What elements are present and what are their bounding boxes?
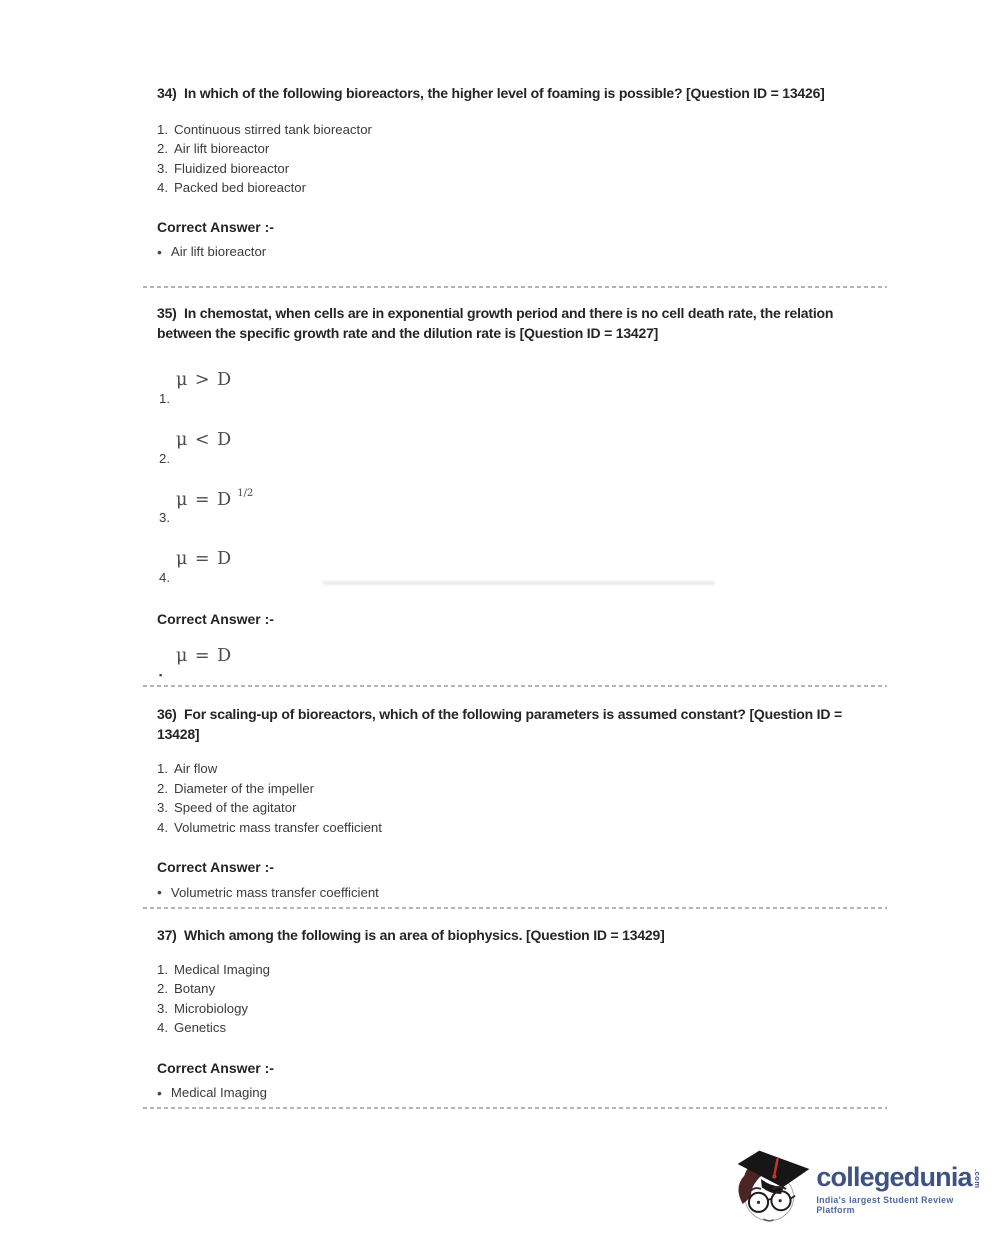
option-item — [157, 818, 875, 838]
option-item — [157, 1018, 875, 1038]
bullet-icon: • — [157, 884, 162, 901]
dashed-separator — [143, 907, 887, 909]
option-text: Air flow — [174, 761, 218, 776]
formula-superscript: 1/2 — [237, 487, 254, 499]
question-title: 36) For scaling-up of bioreactors, which of the following parameters is assumed constant? [Question ID = 13428] — [157, 706, 846, 742]
mascot-eye-right — [779, 1199, 782, 1202]
option-text: Volumetric mass transfer coefficient — [174, 819, 382, 835]
option-number: 4. — [157, 1020, 168, 1036]
question-block-36 — [157, 705, 875, 902]
option-item — [157, 120, 875, 140]
scan-artifact-smudge — [322, 581, 715, 585]
option-text: Genetics — [174, 1020, 227, 1036]
answer-line — [157, 645, 875, 680]
option-number: 1. — [157, 761, 168, 776]
formula-option-item — [157, 485, 875, 527]
option-number: 2. — [157, 981, 168, 997]
formula: μ > D — [176, 369, 233, 390]
options-list — [157, 759, 875, 837]
correct-answer-label: Correct Answer :- — [157, 859, 274, 876]
option-number: 2. — [157, 141, 168, 157]
cap-tassel-end — [772, 1174, 776, 1178]
brand-tagline: India's largest Student Review Platform — [816, 1194, 954, 1215]
options-list — [157, 960, 875, 1038]
option-number: 3. — [159, 510, 170, 526]
bullet-icon: ▪ — [159, 669, 163, 680]
brand-name: collegedunia — [816, 1161, 972, 1192]
mascot-eye-left — [757, 1201, 760, 1204]
logo-text-block — [816, 1161, 993, 1215]
question-title: 37) Which among the following is an area of biophysics. [Question ID = 13429] — [157, 927, 665, 943]
option-item — [157, 960, 875, 980]
formula: μ < D — [176, 429, 233, 450]
option-item — [157, 779, 875, 799]
option-text: Diameter of the impeller — [174, 780, 314, 796]
bullet-icon: • — [157, 243, 162, 260]
correct-answer-label: Correct Answer :- — [157, 611, 274, 628]
brand-tld: .com — [972, 1168, 982, 1189]
answer-text: Volumetric mass transfer coefficient — [170, 884, 379, 900]
option-text: Fluidized bioreactor — [174, 160, 290, 176]
option-text: Medical Imaging — [174, 961, 271, 977]
answer-text: Air lift bioreactor — [170, 244, 267, 260]
collegedunia-logo — [731, 1149, 993, 1229]
formula-option-item — [157, 425, 875, 467]
option-item — [157, 759, 875, 779]
question-block-37 — [157, 926, 875, 1102]
option-item — [157, 979, 875, 999]
question-title: 35) In chemostat, when cells are in exponential growth period and there is no cell death rate, the relation between the specific growth rate and the dilution rate is [Question ID = 13427] — [157, 305, 837, 341]
option-item — [157, 159, 875, 179]
option-number: 3. — [157, 1000, 168, 1016]
brand-row — [816, 1161, 993, 1192]
option-number: 3. — [157, 160, 168, 176]
option-number: 1. — [159, 390, 170, 406]
question-title: 34) In which of the following bioreactors, the higher level of foaming is possible? [Question ID = 13426] — [157, 85, 825, 101]
options-list — [157, 120, 875, 198]
formula: μ = D — [176, 549, 233, 570]
answer-line — [157, 1083, 875, 1102]
option-number: 4. — [157, 180, 168, 196]
option-text: Microbiology — [174, 1000, 249, 1016]
question-block-35 — [157, 304, 875, 680]
student-mascot-icon — [731, 1149, 814, 1229]
answer-line — [157, 883, 875, 902]
question-block-34 — [157, 84, 875, 261]
option-number: 2. — [159, 450, 170, 466]
correct-answer-label: Correct Answer :- — [157, 1059, 274, 1076]
option-text: Air lift bioreactor — [174, 141, 270, 157]
option-number: 1. — [157, 961, 168, 977]
option-item — [157, 798, 875, 818]
dashed-separator — [143, 1107, 887, 1109]
dashed-separator — [143, 286, 887, 288]
option-text: Continuous stirred tank bioreactor — [174, 121, 372, 137]
option-item — [157, 139, 875, 159]
option-text: Botany — [174, 981, 216, 997]
option-number: 3. — [157, 800, 168, 816]
bullet-icon: • — [157, 1084, 162, 1101]
option-item — [157, 178, 875, 198]
option-number: 1. — [157, 121, 168, 137]
answer-line — [157, 242, 875, 261]
answer-formula: μ = D — [176, 645, 233, 666]
option-number: 2. — [157, 780, 168, 796]
option-number: 4. — [157, 819, 168, 835]
option-text: Speed of the agitator — [174, 800, 297, 816]
answer-text: Medical Imaging — [170, 1085, 267, 1101]
correct-answer-label: Correct Answer :- — [157, 218, 274, 235]
formula-option-item — [157, 365, 875, 407]
formula: μ = D $^{1/2}$ — [176, 487, 254, 510]
dashed-separator — [143, 685, 887, 687]
option-item — [157, 999, 875, 1019]
option-text: Packed bed bioreactor — [174, 180, 306, 196]
option-number: 4. — [159, 570, 170, 586]
